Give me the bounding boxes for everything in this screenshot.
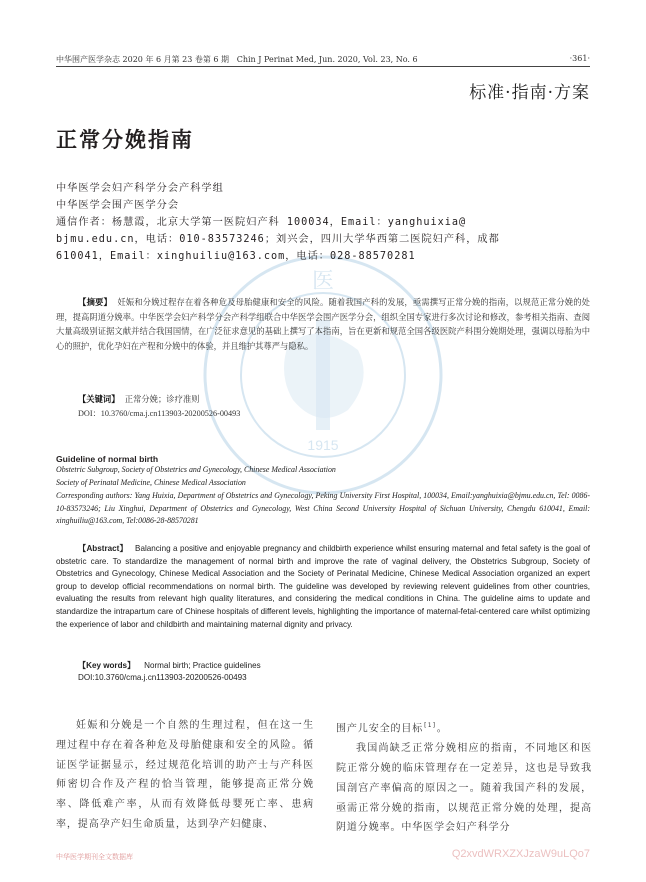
abstract-en	[56, 543, 590, 631]
keywords-en-label: 【Key words】	[78, 661, 136, 670]
abstract-cn-text: 妊娠和分娩过程存在着各种危及母胎健康和安全的风险。随着我国产科的发展，亟需撰写正常分娩的指南，以规范正常分娩的处理，提高阴道分娩率。中华医学会妇产科学分会产科学组联合中华医学会围产医学分会，组织全国专家进行多次讨论和修改，参考相关指南、查阅大量高级别证据文献并结合我国国情，在广泛征求意见的基础上撰写了本指南，旨在更新和规范全国各级医院产科围分娩期处理，强调以母胎为中心的照护，优化孕妇在产程和分娩中的体验，并且维护其尊严与隐私。	[56, 297, 590, 351]
abstract-cn	[56, 295, 590, 353]
body-column-right	[336, 716, 592, 838]
abstract-en-text: Balancing a positive and enjoyable pregnancy and childbirth experience whilst ensuring maternal and fetal safety is the goal of obstetric care. To standardize the management of normal birth and improve the rate of vaginal delivery, the Obstetrics Subgroup, Society of Obstetrics and Gynecology, Chinese Medical Association and the Society of Perinatal Medicine, Chinese Medical Association organized an expert group to develop official recommendations on normal birth. The guideline was developed by reviewing relevent guidelines from other countries, evaluating the results from relevant high quality literatures, and considering the medical conditions in China. The guideline aims to update and standardize the intrapartum care of Chinese hospitals of different levels, highlighting the importance of maternal-fetal-centered care whilst optimizing the experience of labor and childbirth and maintaining maternal dignity and privacy.	[56, 544, 591, 629]
abstract-cn-label: 【摘要】	[78, 297, 112, 307]
english-author-1: Obstetric Subgroup, Society of Obstetrics and Gynecology, Chinese Medical Association	[56, 465, 336, 474]
article-title: 正常分娩指南	[56, 128, 194, 152]
cma-watermark-logo	[198, 250, 448, 500]
keywords-cn-text: 正常分娩；诊疗准则	[124, 394, 200, 404]
running-header	[56, 54, 418, 65]
watermark-year: 1915	[307, 437, 339, 453]
watermark-top: 医	[311, 269, 335, 294]
section-label: 标准·指南·方案	[469, 83, 590, 103]
keywords-en	[78, 660, 261, 671]
keywords-cn-label: 【关键词】	[78, 394, 120, 404]
corresponding-line-3: 610041，Email：xinghuiliu@163.com，电话：028-88570281	[56, 251, 416, 262]
english-title: Guideline of normal birth	[56, 454, 159, 464]
doi-en: DOI:10.3760/cma.j.cn113903-20200526-00493	[78, 673, 247, 682]
author-group-1: 中华医学会妇产科学分会产科学组	[56, 183, 224, 194]
header-rule	[56, 66, 590, 67]
keywords-cn	[78, 393, 199, 405]
journal-cn: 中华围产医学杂志 2020 年 6 月第 23 卷第 6 期	[56, 55, 230, 64]
keywords-en-text: Normal birth; Practice guidelines	[144, 661, 261, 670]
body-column-left: 妊娠和分娩是一个自然的生理过程，但在这一生理过程中存在着各种危及母胎健康和安全的风险。循证医学证据显示，经过规范化培训的助产士与产科医师密切合作及产程的恰当管理，能够提高正常分娩率、降低难产率，从而有效降低母婴死亡率、患病率，提高孕产妇生命质量，达到孕产妇健康、	[56, 720, 314, 830]
page-number: ·361·	[569, 54, 590, 63]
body-right-para-1	[336, 716, 592, 739]
doi-cn: DOI：10.3760/cma.j.cn113903-20200526-00493	[78, 409, 241, 418]
english-corresponding: Corresponding authors: Yang Huixia, Department of Obstetrics and Gynecology, Peking University First Hospital, 100034, Email:yanghuixia@bjmu.edu.cn, Tel: 0086-10-83573246; Liu Xinghui, Department of Obstetrics and Gynecology, West China Second University Hospital of Sichuan University, Chengdu 610041, Email: xinghuiliu@163.com, Tel:0086-28-88570281	[56, 491, 590, 526]
footer-logo: 中华医学期刊全文数据库	[56, 853, 133, 861]
footer-watermark-code: Q2xvdWRXZXJzaW9uLQo7	[451, 848, 590, 860]
author-group-2: 中华医学会围产医学分会	[56, 200, 180, 211]
body-right-text-1: 围产儿安全的目标	[336, 723, 424, 735]
citation-ref: [1]	[423, 722, 437, 729]
body-right-end-1: 。	[436, 723, 448, 735]
english-author-2: Society of Perinatal Medicine, Chinese Medical Association	[56, 478, 246, 487]
abstract-en-label: 【Abstract】	[78, 544, 128, 553]
body-right-para-2: 我国尚缺乏正常分娩相应的指南，不同地区和医院正常分娩的临床管理存在一定差异，这也是导致我国剖宫产率偏高的原因之一。随着我国产科的发展，亟需正常分娩的指南，以规范正常分娩的处理，提高阴道分娩率。中华医学会妇产科学分	[336, 743, 592, 834]
journal-en: Chin J Perinat Med, Jun. 2020, Vol. 23, No. 6	[236, 55, 418, 64]
corresponding-line-2: bjmu.edu.cn，电话：010-83573246；刘兴会，四川大学华西第二医院妇产科，成都	[56, 234, 500, 245]
corresponding-line-1: 通信作者：杨慧霞，北京大学第一医院妇产科 100034，Email：yanghuixia@	[56, 217, 467, 228]
